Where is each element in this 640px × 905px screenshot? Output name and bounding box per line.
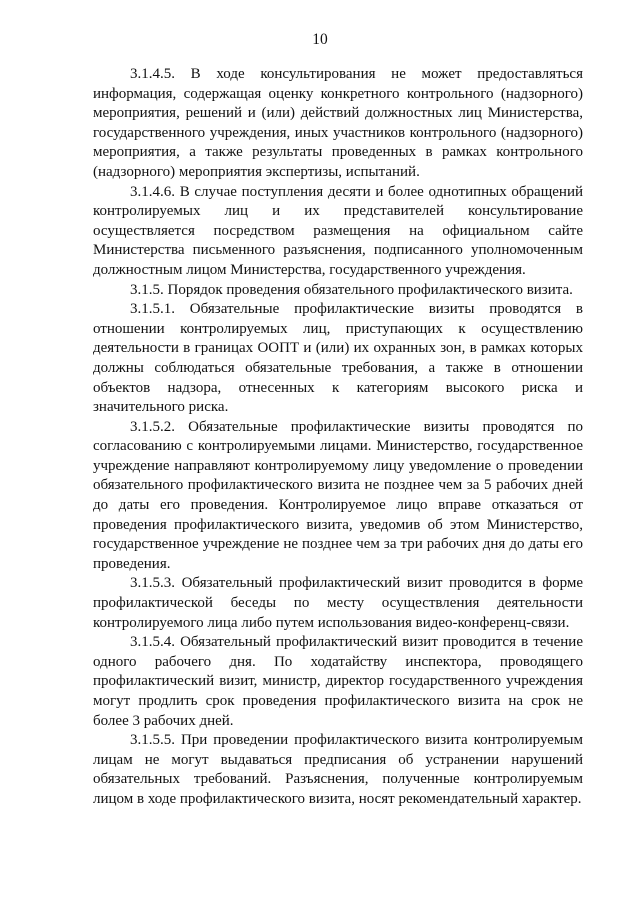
document-body <box>93 65 583 810</box>
paragraph-3-1-4-6: 3.1.4.6. В случае поступления десяти и более однотипных обращений контролируемых лиц и их представителей консультирование осуществляется посредством размещения на официальном сайте Министерства письменного разъяснения, подписанного уполномоченным должностным лицом Министерства, государственного учреждения. <box>93 183 583 278</box>
paragraph-3-1-5-2: 3.1.5.2. Обязательные профилактические визиты проводятся по согласованию с контролируемыми лицами. Министерство, государственное учреждение направляют контролируемому лицу уведомление о проведении обязательного профилактического визита не позднее чем за 5 рабочих дней до даты его проведения. Контролируемое лицо вправе отказаться от проведения профилактического визита, уведомив об этом Министерство, государственное учреждение не позднее чем за три рабочих дня до даты его проведения. <box>93 418 583 572</box>
page-number: 10 <box>312 31 328 48</box>
paragraph-3-1-5-4: 3.1.5.4. Обязательный профилактический визит проводится в течение одного рабочего дня. По ходатайству инспектора, проводящего профилактический визит, министр, директор государственного учреждения могут продлить срок проведения профилактического визита на срок не более 3 рабочих дней. <box>93 634 583 729</box>
paragraph-3-1-5-5: 3.1.5.5. При проведении профилактического визита контролируемым лицам не могут выдаваться предписания об устранении нарушений обязательных требований. Разъяснения, полученные контролируемым лицом в ходе профилактического визита, носят рекомендательный характер. <box>93 732 583 807</box>
paragraph-3-1-5-1: 3.1.5.1. Обязательные профилактические визиты проводятся в отношении контролируемых лиц, приступающих к осуществлению деятельности в границах ООПТ и (или) их охранных зон, в рамках которых должны соблюдаться обязательные требования, а также в отношении объектов надзора, отнесенных к категориям высокого риска и значительного риска. <box>93 301 583 416</box>
paragraph-3-1-4-5: 3.1.4.5. В ходе консультирования не может предоставляться информация, содержащая оценку конкретного контрольного (надзорного) мероприятия, решений и (или) действий должностных лиц Министерства, государственного учреждения, иных участников контрольного (надзорного) мероприятия, а также результаты проведенных в рамках контрольного (надзорного) мероприятия экспертизы, испытаний. <box>93 66 583 180</box>
paragraph-3-1-5-3: 3.1.5.3. Обязательный профилактический визит проводится в форме профилактической беседы по месту осуществления деятельности контролируемого лица либо путем использования видео-конференц-связи. <box>93 575 583 631</box>
paragraph-3-1-5: 3.1.5. Порядок проведения обязательного профилактического визита. <box>130 281 573 298</box>
